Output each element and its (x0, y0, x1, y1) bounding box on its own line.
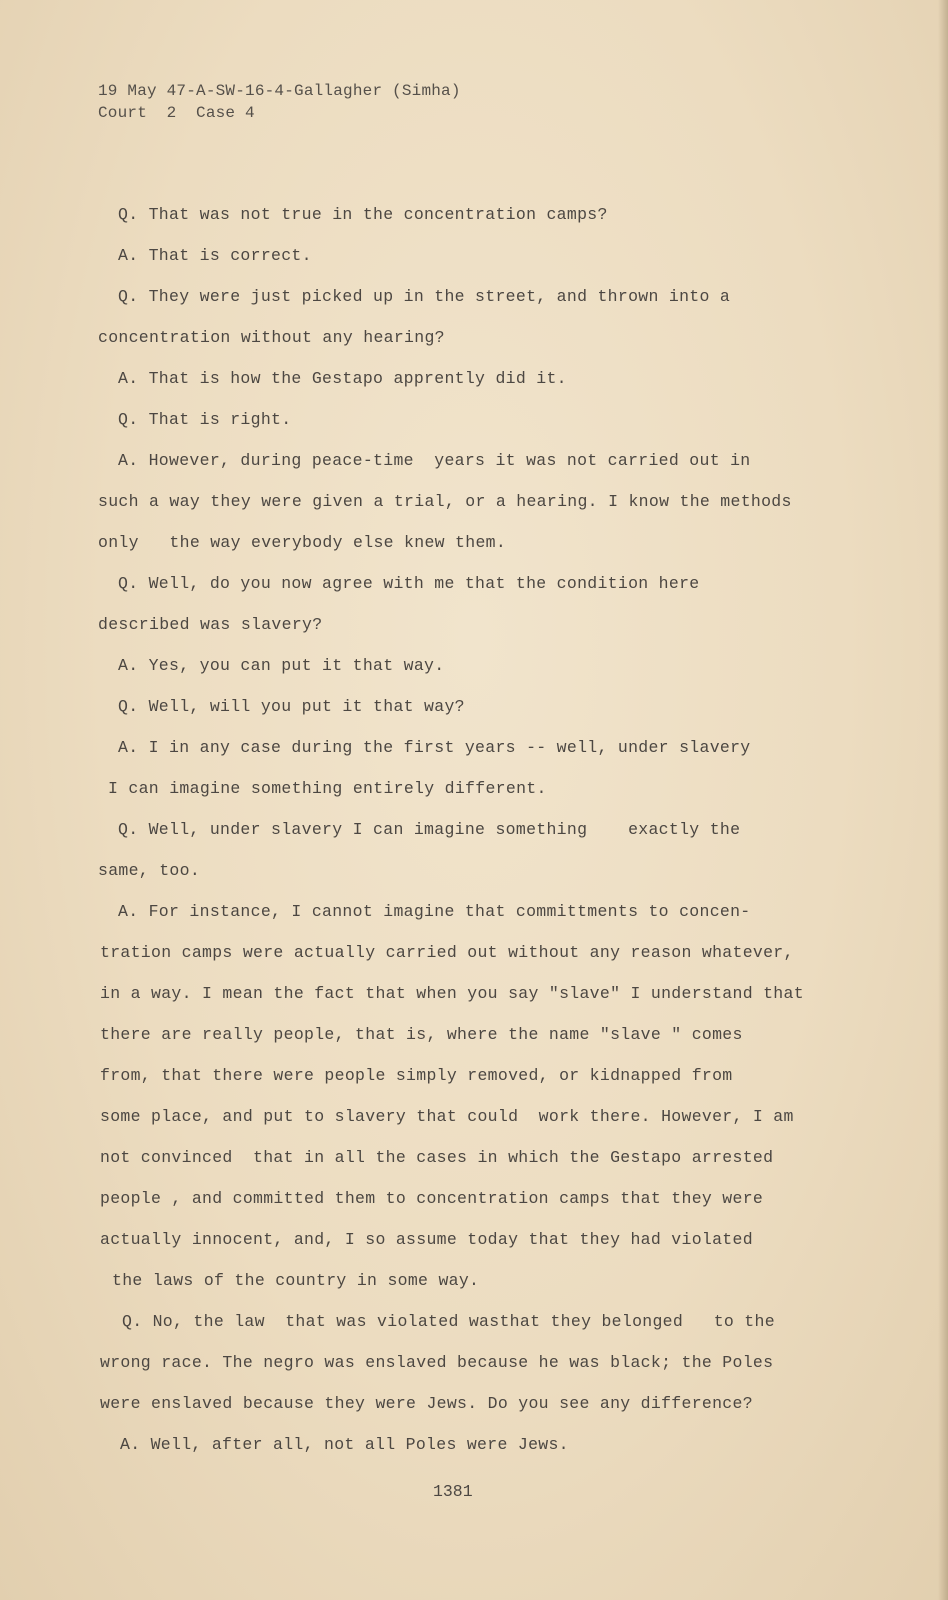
transcript-line: there are really people, that is, where the name "slave " comes (100, 1025, 743, 1044)
transcript-line: the laws of the country in some way. (112, 1271, 480, 1290)
transcript-line: some place, and put to slavery that could work there. However, I am (100, 1107, 794, 1126)
document-header (98, 80, 461, 124)
transcript-line: Q. That is right. (118, 410, 292, 429)
transcript-line: Q. That was not true in the concentration camps? (118, 205, 608, 224)
transcript-line: actually innocent, and, I so assume today that they had violated (100, 1230, 753, 1249)
transcript-line: described was slavery? (98, 615, 323, 634)
header-court-case-line: Court 2 Case 4 (98, 104, 255, 122)
transcript-line: Q. Well, will you put it that way? (118, 697, 465, 716)
transcript-line: Q. No, the law that was violated wasthat they belonged to the (122, 1312, 775, 1331)
transcript-line: only the way everybody else knew them. (98, 533, 507, 552)
page-edge-shadow (938, 0, 948, 1600)
transcript-line: Q. Well, under slavery I can imagine something exactly the (118, 820, 741, 839)
transcript-line: same, too. (98, 861, 201, 880)
transcript-line: A. That is how the Gestapo apprently did it. (118, 369, 567, 388)
page-number: 1381 (433, 1482, 473, 1501)
transcript-line: tration camps were actually carried out without any reason whatever, (100, 943, 794, 962)
header-reference-line: 19 May 47-A-SW-16-4-Gallagher (Simha) (98, 82, 461, 100)
transcript-line: I can imagine something entirely different. (108, 779, 547, 798)
transcript-line: A. I in any case during the first years -- well, under slavery (118, 738, 751, 757)
transcript-line: A. For instance, I cannot imagine that committments to concen- (118, 902, 751, 921)
transcript-line: from, that there were people simply removed, or kidnapped from (100, 1066, 733, 1085)
transcript-line: Q. Well, do you now agree with me that the condition here (118, 574, 700, 593)
transcript-line: A. Well, after all, not all Poles were Jews. (120, 1435, 569, 1454)
transcript-line: Q. They were just picked up in the street, and thrown into a (118, 287, 731, 306)
transcript-line: people , and committed them to concentration camps that they were (100, 1189, 764, 1208)
transcript-line: A. That is correct. (118, 246, 312, 265)
transcript-line: were enslaved because they were Jews. Do you see any difference? (100, 1394, 753, 1413)
transcript-line: A. However, during peace-time years it was not carried out in (118, 451, 751, 470)
transcript-line: A. Yes, you can put it that way. (118, 656, 445, 675)
transcript-line: wrong race. The negro was enslaved because he was black; the Poles (100, 1353, 774, 1372)
transcript-line: such a way they were given a trial, or a hearing. I know the methods (98, 492, 792, 511)
transcript-line: concentration without any hearing? (98, 328, 445, 347)
transcript-line: in a way. I mean the fact that when you say "slave" I understand that (100, 984, 804, 1003)
transcript-line: not convinced that in all the cases in which the Gestapo arrested (100, 1148, 774, 1167)
